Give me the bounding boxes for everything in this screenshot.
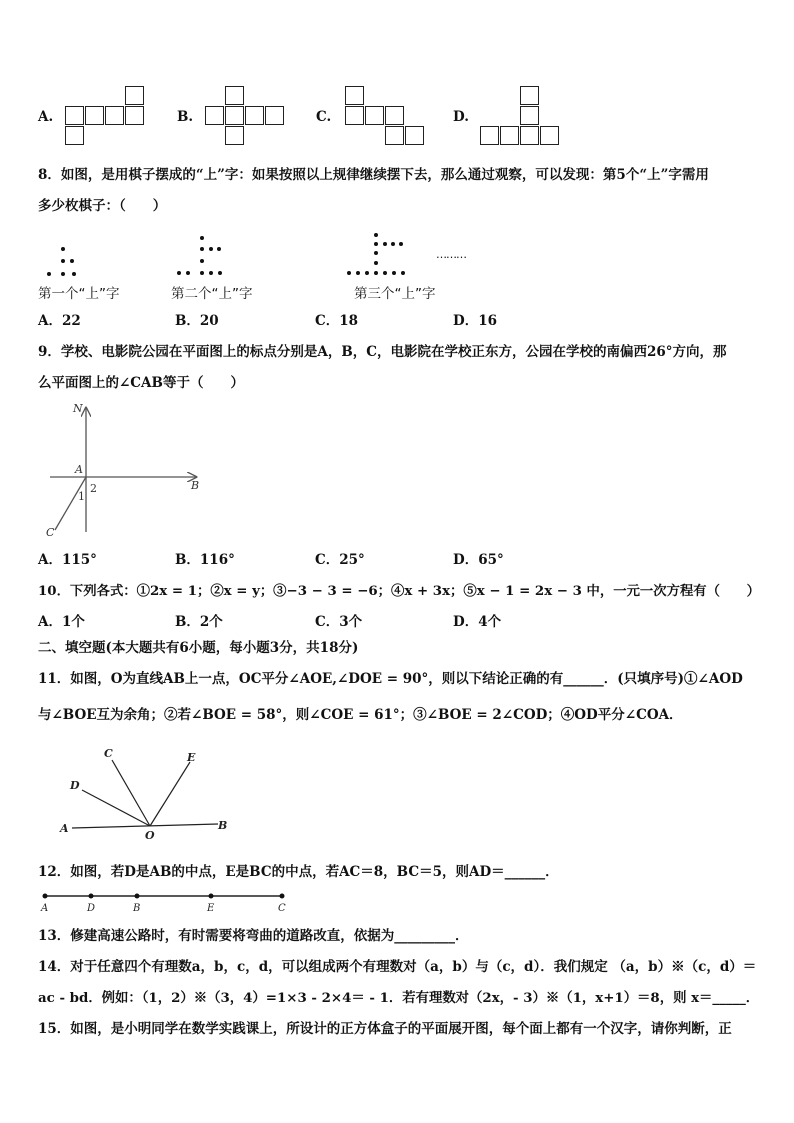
q11-line-ab: [72, 824, 218, 828]
q8-option-c: C．18: [315, 313, 359, 329]
q9-label-b: B: [191, 479, 200, 492]
q13-text: 13．修建高速公路时，有时需要将弯曲的道路改直，依据为_________．: [38, 928, 469, 944]
q9-option-d: D．65°: [453, 552, 504, 568]
q12-point-c: [280, 894, 285, 899]
q8-option-b: B．20: [175, 313, 219, 329]
q11-ray-oe: [150, 762, 190, 826]
q9-diagram: [40, 400, 210, 545]
q9-ray-ac: [55, 477, 86, 530]
q12-point-d: [89, 894, 94, 899]
q8-ellipsis: ………: [436, 248, 466, 261]
q11-label-o: O: [145, 829, 155, 840]
q8-caption-1: 第一个“上”字: [38, 286, 120, 302]
q11-text-line1: 11．如图，O为直线AB上一点，OC平分∠AOE,∠DOE = 90°，则以下结论正确的有______．(只填序号)①∠AOD: [38, 671, 743, 687]
q11-label-c: C: [104, 747, 113, 760]
q9-label-angle-1: 1: [78, 490, 85, 503]
q9-text-line1: 9．学校、电影院公园在平面图上的标点分别是A，B，C，电影院在学校正东方，公园在学校的南偏西26°方向，那: [38, 344, 727, 360]
q10-option-b: B．2个: [175, 614, 223, 630]
q8-caption-2: 第二个“上”字: [171, 286, 253, 302]
q9-option-b: B．116°: [175, 552, 235, 568]
q12-point-a: [43, 894, 48, 899]
q9-option-a: A．115°: [38, 552, 97, 568]
q12-segment-svg: [36, 890, 296, 914]
q12-label-e: E: [207, 903, 215, 914]
q8-caption-3: 第三个“上”字: [354, 286, 436, 302]
q9-diagram-svg: [40, 400, 210, 545]
q14-text-line2: ac - bd．例如：（1，2）※（3，4）=1×3 - 2×4＝ - 1．若有理数对（2x，- 3）※（1，x+1）＝8，则 x＝_____．: [38, 990, 760, 1006]
q10-option-a: A．1个: [38, 614, 85, 630]
q12-label-b: B: [133, 903, 141, 914]
q11-label-b: B: [218, 819, 228, 832]
q11-diagram: [50, 740, 250, 840]
q9-text-line2: 么平面图上的∠CAB等于（ ）: [38, 375, 244, 391]
q12-label-c: C: [278, 903, 286, 914]
q8-text-line1: 8．如图，是用棋子摆成的“上”字：如果按照以上规律继续摆下去，那么通过观察，可以发现：第5个“上”字需用: [38, 167, 709, 183]
q7-option-b-label: B.: [177, 109, 194, 125]
q11-text-line2: 与∠BOE互为余角；②若∠BOE = 58°，则∠COE = 61°；③∠BOE = 2∠COD；④OD平分∠COA．: [38, 707, 683, 723]
q9-label-n: N: [73, 402, 83, 415]
q15-text: 15．如图，是小明同学在数学实践课上，所设计的正方体盒子的平面展开图，每个面上都有一个汉字，请你判断，正: [38, 1021, 732, 1037]
q10-option-c: C．3个: [315, 614, 363, 630]
q9-option-c: C．25°: [315, 552, 365, 568]
q12-point-b: [135, 894, 140, 899]
q11-label-e: E: [187, 751, 196, 764]
q9-label-a: A: [75, 463, 83, 476]
q12-text: 12．如图，若D是AB的中点，E是BC的中点，若AC＝8，BC＝5，则AD＝______．: [38, 864, 559, 880]
q8-text-line2: 多少枚棋子：（ ）: [38, 198, 167, 214]
q11-label-a: A: [60, 822, 69, 835]
q12-label-a: A: [41, 903, 49, 914]
q10-option-d: D．4个: [453, 614, 502, 630]
section-heading-fill-in: 二、填空题(本大题共有6小题，每小题3分，共18分): [38, 640, 359, 656]
q9-label-angle-2: 2: [90, 482, 97, 495]
q7-option-d-label: D.: [453, 109, 469, 125]
q11-diagram-svg: [50, 740, 250, 840]
q8-option-a: A．22: [38, 313, 81, 329]
q10-text: 10．下列各式：①2x = 1；②x = y；③−3 − 3 = −6；④x + 3x；⑤x − 1 = 2x − 3 中，一元一次方程有（ ）: [38, 583, 761, 599]
q14-text-line1: 14．对于任意四个有理数a，b，c，d，可以组成两个有理数对（a，b）与（c，d）．我们规定 （a，b）※（c，d）＝: [38, 959, 757, 975]
q12-label-d: D: [87, 903, 96, 914]
q7-option-a-label: A.: [38, 109, 54, 125]
q12-point-e: [209, 894, 214, 899]
q12-segment-diagram: [36, 890, 296, 914]
q7-option-c-label: C.: [316, 109, 332, 125]
q9-label-c: C: [46, 526, 55, 539]
q8-option-d: D．16: [453, 313, 497, 329]
q11-label-d: D: [70, 779, 80, 792]
